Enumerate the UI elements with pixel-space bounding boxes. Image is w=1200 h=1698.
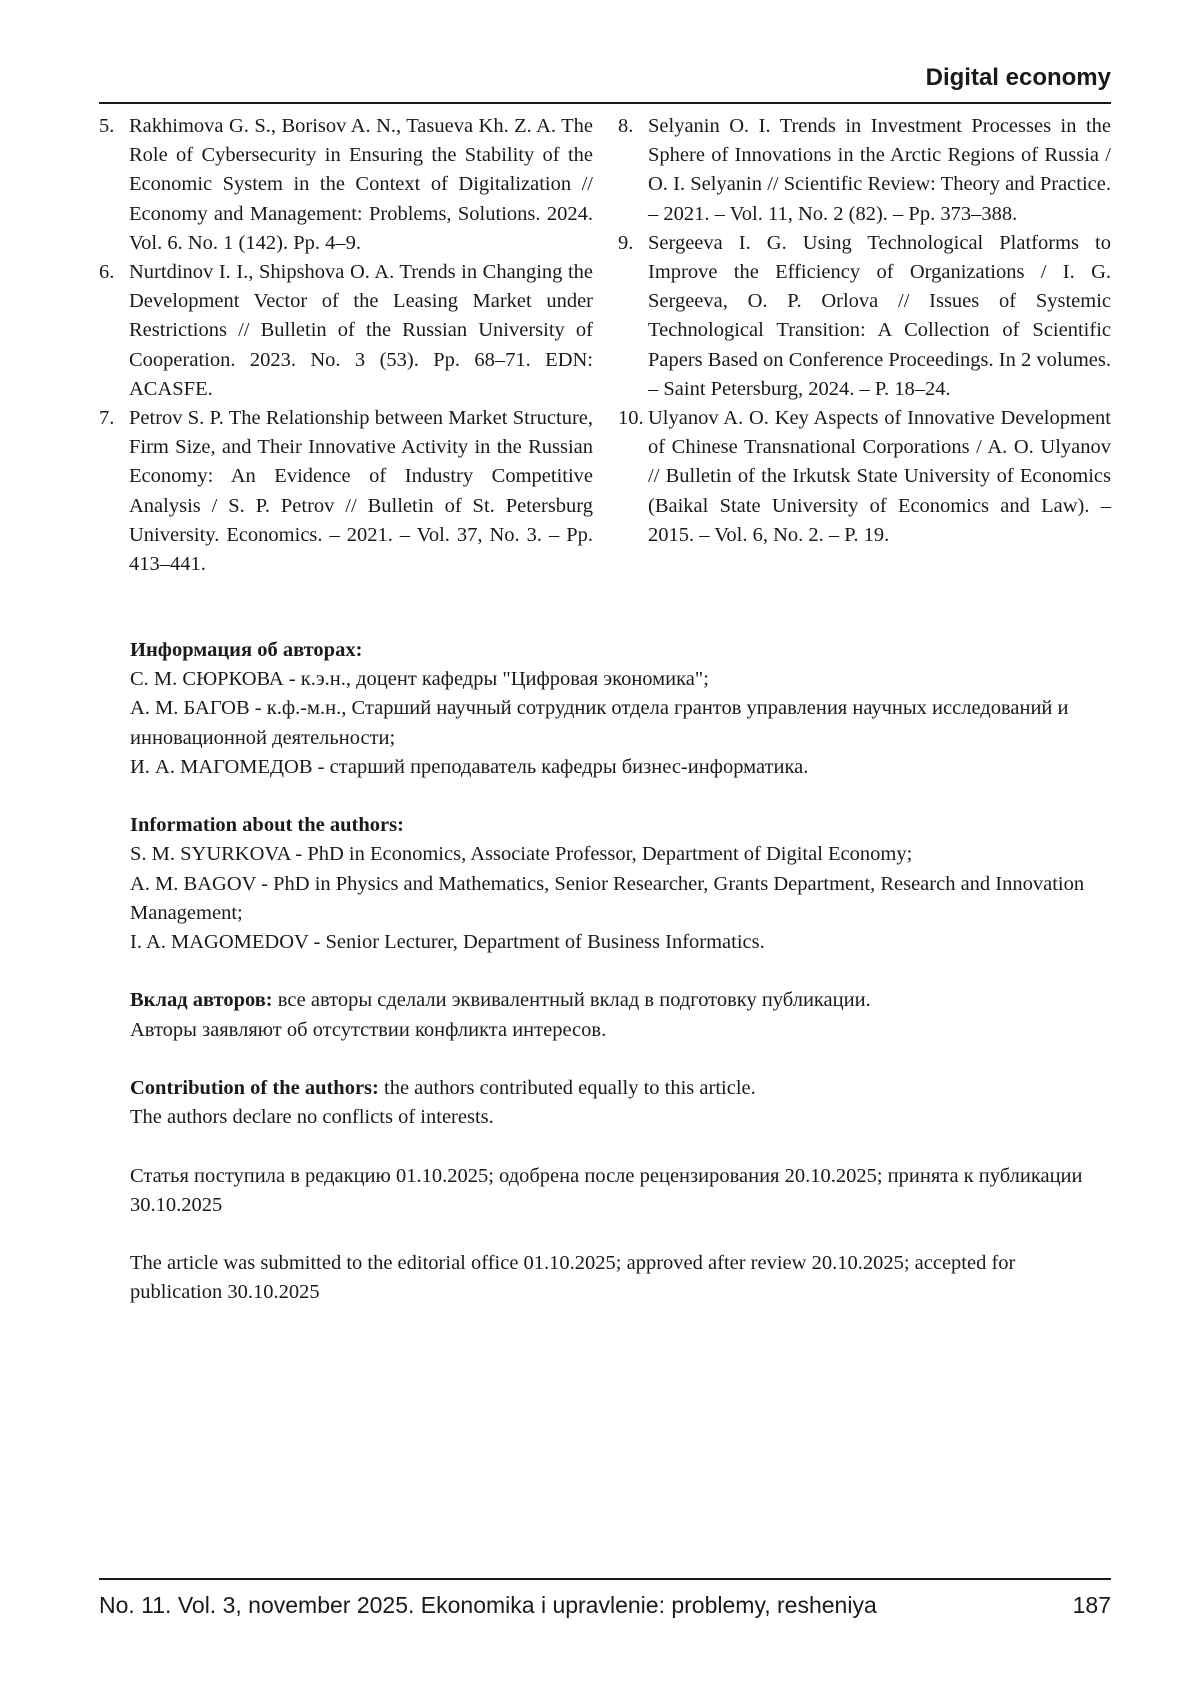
reference-text: Nurtdinov I. I., Shipshova O. A. Trends in Changing the Development Vector of the Leasing Market under Restrictions // Bulletin of the Russian University of Cooperation. 2023. No. 3 (53). Pp. 68–71. EDN: ACASFE. [129,261,593,400]
reference-item [618,229,1111,404]
contribution-text-en: the authors contributed equally to this article. [378,1077,756,1099]
author-line: A. M. BAGOV - PhD in Physics and Mathematics, Senior Researcher, Grants Department, Research and Innovation Management; [130,872,1085,924]
reference-text: Petrov S. P. The Relationship between Market Structure, Firm Size, and Their Innovative Activity in the Russian Economy: An Evidence of Industry Competitive Analysis / S. P. Petrov // Bulletin of St. Petersburg University. Economics. – 2021. – Vol. 37, No. 3. – Pp. 413–441. [129,407,593,576]
contribution-ru [130,986,1110,1044]
journal-citation: No. 11. Vol. 3, november 2025. Ekonomika i upravlenie: problemy, resheniya [99,1592,877,1618]
reference-text: Sergeeva I. G. Using Technological Platforms to Improve the Efficiency of Organizations / I. G. Sergeeva, O. P. Orlova // Issues of Systemic Technological Transition: A Collection of Scientific Papers Based on Conference Proceedings. In 2 volumes. – Saint Petersburg, 2024. – P. 18–24. [648,231,1111,400]
contribution-label-ru: Вклад авторов: [130,989,273,1012]
author-line: С. М. СЮРКОВА - к.э.н., доцент кафедры "Цифровая экономика"; [130,668,709,691]
page-number: 187 [1072,1592,1111,1618]
running-header [99,62,1111,104]
references-left-column [99,112,593,579]
conflict-statement-ru: Авторы заявляют об отсутствии конфликта интересов. [130,1018,607,1041]
reference-item [618,112,1111,229]
reference-text: Ulyanov A. O. Key Aspects of Innovative Development of Chinese Transnational Corporations / A. O. Ulyanov // Bulletin of the Irkutsk State University of Economics (Baikal State University of Economics and Law). – 2015. – Vol. 6, No. 2. – P. 19. [648,407,1111,546]
running-footer [99,1578,1111,1618]
dates-text-en: The article was submitted to the editorial office 01.10.2025; approved after review 20.10.2025; accepted for publication 30.10.2025 [130,1252,1016,1304]
article-info [130,636,1110,1337]
author-line: S. M. SYURKOVA - PhD in Economics, Associate Professor, Department of Digital Economy; [130,843,913,866]
reference-item [618,404,1111,550]
section-title: Digital economy [925,64,1111,91]
reference-number: 10. [618,407,644,430]
author-line: И. А. МАГОМЕДОВ - старший преподаватель кафедры бизнес-информатика. [130,755,809,778]
contribution-label-en: Contribution of the authors: [130,1077,379,1099]
reference-number: 6. [99,261,115,284]
reference-number: 7. [99,407,115,430]
reference-item [99,112,593,258]
author-line: А. М. БАГОВ - к.ф.-м.н., Старший научный сотрудник отдела грантов управления научных исследований и инновационной деятельности; [130,697,1069,749]
contribution-text-ru: все авторы сделали эквивалентный вклад в подготовку публикации. [272,989,871,1012]
reference-number: 9. [618,231,634,254]
contribution-en [130,1074,1110,1132]
dates-en [130,1249,1110,1307]
authors-heading-ru: Информация об авторах: [130,639,363,661]
contribution-line-en [130,1074,1110,1103]
dates-ru [130,1162,1110,1220]
dates-text-ru: Статья поступила в редакцию 01.10.2025; одобрена после рецензирования 20.10.2025; принята к публикации 30.10.2025 [130,1164,1083,1216]
reference-item [99,404,593,579]
conflict-statement-en: The authors declare no conflicts of interests. [130,1106,494,1129]
reference-item [99,258,593,404]
authors-info-ru [130,636,1110,782]
reference-text: Selyanin O. I. Trends in Investment Processes in the Sphere of Innovations in the Arctic Regions of Russia / O. I. Selyanin // Scientific Review: Theory and Practice. – 2021. – Vol. 11, No. 2 (82). – Pp. 373–388. [648,115,1111,225]
author-line: I. A. MAGOMEDOV - Senior Lecturer, Department of Business Informatics. [130,931,765,954]
contribution-line-ru [130,986,1110,1015]
reference-text: Rakhimova G. S., Borisov A. N., Tasueva Kh. Z. A. The Role of Cybersecurity in Ensuring the Stability of the Economic System in the Context of Digitalization // Economy and Management: Problems, Solutions. 2024. Vol. 6. No. 1 (142). Pp. 4–9. [129,115,593,254]
authors-info-en [130,811,1110,957]
references-right-column [618,112,1111,550]
reference-number: 5. [99,115,115,137]
reference-number: 8. [618,115,634,137]
authors-heading-en: Information about the authors: [130,814,404,837]
